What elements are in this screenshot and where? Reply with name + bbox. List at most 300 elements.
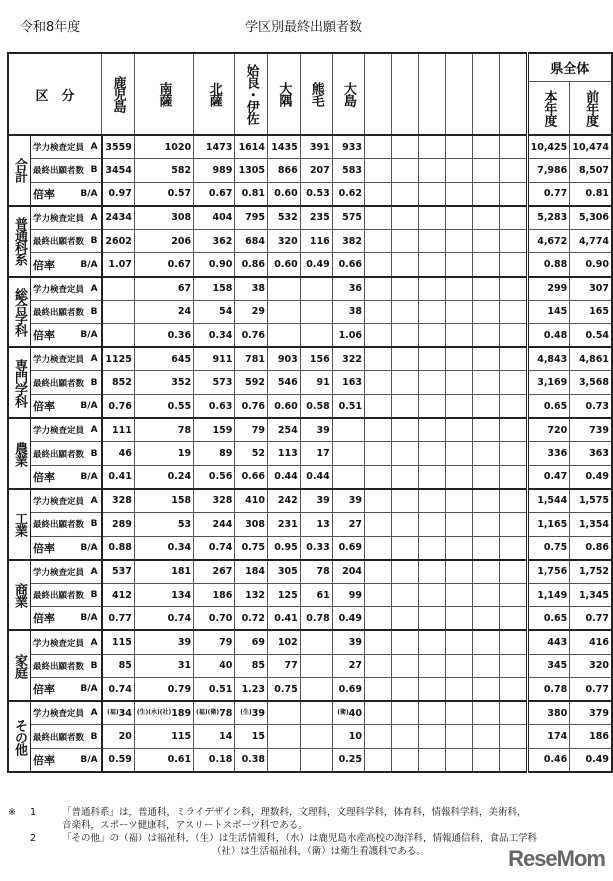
empty-cell — [392, 347, 419, 371]
value: 911 — [212, 353, 233, 365]
value-cell — [300, 465, 332, 489]
value: 20 — [118, 731, 132, 743]
row-label-key: B — [90, 165, 98, 176]
value: 235 — [309, 212, 330, 224]
value: 79 — [251, 424, 266, 436]
value-cell — [268, 324, 301, 348]
this-year-value: 0.78 — [527, 678, 570, 702]
empty-cell — [473, 418, 500, 442]
empty-cell — [392, 748, 419, 772]
last-year-value: 0.86 — [570, 536, 612, 560]
empty-cell — [419, 324, 446, 348]
course-note: (生)(水)(社) — [136, 709, 172, 717]
value: 410 — [245, 495, 266, 507]
value-cell — [300, 229, 332, 253]
value: 242 — [277, 495, 298, 507]
value-cell — [194, 701, 235, 725]
value: 231 — [277, 518, 298, 530]
value-cell — [134, 465, 193, 489]
district-header: 南薩 — [134, 53, 193, 135]
value-cell — [268, 395, 301, 419]
value: 0.75 — [241, 542, 266, 554]
this-year-value: 0.46 — [527, 748, 570, 772]
value-cell — [300, 324, 332, 348]
value-cell — [134, 536, 193, 560]
value-cell — [194, 182, 235, 206]
empty-cell — [473, 630, 500, 654]
empty-cell — [392, 607, 419, 631]
value: 0.49 — [338, 612, 363, 624]
empty-cell — [500, 465, 527, 489]
row-label-key: B — [90, 306, 98, 317]
value: 289 — [111, 518, 132, 530]
value: 684 — [245, 235, 266, 247]
row-label-key: B — [90, 731, 98, 742]
value-cell — [235, 748, 268, 772]
row-label-text: 学力検査定員 — [32, 638, 84, 649]
value: 40 — [219, 660, 233, 672]
category-3: 専門学科 — [8, 347, 30, 418]
row-label — [30, 654, 101, 678]
value: 10 — [348, 731, 363, 743]
empty-cell — [473, 654, 500, 678]
value: 0.75 — [274, 683, 298, 695]
value: 781 — [245, 353, 266, 365]
value: 0.24 — [167, 471, 192, 483]
value: 204 — [342, 566, 363, 578]
value-cell — [194, 253, 235, 277]
footnote-mark — [8, 832, 30, 858]
row-label-key: B/A — [80, 330, 98, 341]
value-cell — [300, 277, 332, 301]
empty-cell — [473, 725, 500, 749]
value-cell — [102, 701, 135, 725]
last-year-value: 0.77 — [570, 678, 612, 702]
this-year-value: 0.48 — [527, 324, 570, 348]
last-year-value: 10,474 — [570, 135, 612, 159]
value: 0.38 — [241, 754, 266, 766]
value: 0.74 — [108, 683, 132, 695]
table-row — [8, 395, 612, 419]
value-cell — [194, 725, 235, 749]
empty-cell — [446, 206, 473, 230]
value-cell — [194, 206, 235, 230]
empty-cell — [473, 347, 500, 371]
empty-cell — [446, 630, 473, 654]
value: 99 — [348, 589, 363, 601]
empty-cell — [365, 135, 392, 159]
empty-cell — [365, 630, 392, 654]
empty-cell — [365, 701, 392, 725]
this-year-value: 380 — [527, 701, 570, 725]
empty-header — [392, 53, 419, 135]
row-label-key: B/A — [80, 471, 98, 482]
empty-cell — [500, 324, 527, 348]
empty-cell — [446, 135, 473, 159]
value-cell — [194, 135, 235, 159]
value-cell — [102, 371, 135, 395]
value-cell — [300, 560, 332, 584]
empty-cell — [473, 442, 500, 466]
value-cell — [300, 489, 332, 513]
row-label-text: 最終出願者数 — [32, 520, 84, 531]
value: 79 — [219, 637, 233, 649]
table-row — [8, 536, 612, 560]
value-cell — [268, 489, 301, 513]
value: 78 — [219, 707, 233, 719]
value: 852 — [111, 377, 132, 389]
value: 0.60 — [274, 188, 298, 200]
value: 322 — [342, 353, 363, 365]
category-6: 商業 — [8, 560, 30, 631]
value-cell — [134, 607, 193, 631]
value-cell — [102, 583, 135, 607]
value: 69 — [251, 637, 266, 649]
value: 0.58 — [306, 400, 330, 412]
footnote — [8, 806, 537, 832]
row-label — [30, 135, 101, 159]
row-label — [30, 182, 101, 206]
district-header: 鹿児島 — [102, 53, 135, 135]
row-label-text: 最終出願者数 — [32, 661, 84, 672]
course-note: (福)(衛) — [196, 709, 220, 717]
value-cell — [102, 324, 135, 348]
value-cell — [235, 701, 268, 725]
empty-cell — [392, 206, 419, 230]
empty-cell — [419, 229, 446, 253]
value: 412 — [111, 589, 132, 601]
value: 186 — [212, 589, 233, 601]
value: 0.61 — [167, 754, 192, 766]
value: 352 — [171, 377, 192, 389]
value: 0.72 — [241, 612, 266, 624]
value-cell — [134, 206, 193, 230]
value-cell — [235, 206, 268, 230]
value-cell — [134, 725, 193, 749]
value: 0.56 — [208, 471, 233, 483]
row-label-text: 学力検査定員 — [32, 284, 84, 295]
value-cell — [268, 300, 301, 324]
row-label-text: 最終出願者数 — [32, 449, 84, 460]
value: 0.51 — [208, 683, 233, 695]
applicants-table — [7, 52, 613, 773]
empty-cell — [419, 701, 446, 725]
footnote-line: 「その他」の（福）は福祉科，（生）は生活情報科，（水）は鹿児島水産高校の海洋科，情報通信科，食品工学科 — [62, 833, 538, 844]
value: 0.63 — [208, 400, 233, 412]
value-cell — [134, 371, 193, 395]
value-cell — [332, 513, 364, 537]
empty-cell — [365, 347, 392, 371]
row-label — [30, 536, 101, 560]
row-label — [30, 206, 101, 230]
row-label-text: 最終出願者数 — [32, 591, 84, 602]
empty-cell — [500, 630, 527, 654]
value-cell — [134, 300, 193, 324]
value-cell — [235, 630, 268, 654]
value-cell — [332, 182, 364, 206]
row-label — [30, 253, 101, 277]
row-label-key: A — [90, 495, 98, 506]
empty-cell — [446, 229, 473, 253]
this-year-value: 1,544 — [527, 489, 570, 513]
empty-cell — [500, 748, 527, 772]
row-label-key: B/A — [80, 542, 98, 553]
value: 2434 — [105, 212, 132, 224]
row-label-text: 最終出願者数 — [32, 166, 84, 177]
row-label-key: B — [90, 236, 98, 247]
last-year-value: 0.77 — [570, 607, 612, 631]
row-label-key: A — [90, 142, 98, 153]
empty-cell — [473, 513, 500, 537]
table-row — [8, 347, 612, 371]
value: 0.66 — [241, 471, 266, 483]
empty-cell — [392, 489, 419, 513]
empty-cell — [419, 536, 446, 560]
empty-cell — [500, 347, 527, 371]
empty-cell — [365, 277, 392, 301]
empty-cell — [473, 253, 500, 277]
row-label-text: 倍率 — [32, 683, 55, 697]
empty-cell — [365, 442, 392, 466]
category-8: その他 — [8, 701, 30, 772]
value-cell — [332, 395, 364, 419]
value: 36 — [348, 283, 363, 295]
last-year-value: 186 — [570, 725, 612, 749]
row-label — [30, 395, 101, 419]
table-row — [8, 607, 612, 631]
row-label-text: 学力検査定員 — [32, 426, 84, 437]
value: 903 — [277, 353, 298, 365]
empty-cell — [500, 253, 527, 277]
value: 404 — [212, 212, 233, 224]
empty-cell — [365, 560, 392, 584]
table-row — [8, 253, 612, 277]
empty-cell — [446, 371, 473, 395]
empty-cell — [473, 748, 500, 772]
empty-cell — [392, 277, 419, 301]
table-row — [8, 630, 612, 654]
value-cell — [102, 489, 135, 513]
value-cell — [300, 371, 332, 395]
value-cell — [268, 654, 301, 678]
empty-cell — [419, 513, 446, 537]
value: 546 — [277, 377, 298, 389]
value-cell — [134, 159, 193, 183]
empty-cell — [446, 513, 473, 537]
value-cell — [194, 277, 235, 301]
empty-cell — [446, 347, 473, 371]
empty-cell — [473, 229, 500, 253]
value-cell — [235, 277, 268, 301]
footnote-mark: ※ — [8, 807, 16, 818]
row-label — [30, 277, 101, 301]
value-cell — [332, 253, 364, 277]
value: 308 — [245, 518, 266, 530]
value-cell — [102, 536, 135, 560]
empty-cell — [365, 182, 392, 206]
value-cell — [235, 300, 268, 324]
value: 163 — [342, 377, 363, 389]
empty-cell — [473, 159, 500, 183]
value: 29 — [251, 306, 266, 318]
value: 111 — [111, 424, 132, 436]
value-cell — [102, 748, 135, 772]
course-note: (衛) — [337, 709, 349, 717]
value: 158 — [171, 495, 192, 507]
value-cell — [332, 701, 364, 725]
empty-cell — [473, 678, 500, 702]
footnote-line: 「普通科系」は，普通科，ミライデザイン科，理数科，文理科，文理科学科，体育科，情報科学科，美術科， — [62, 807, 527, 818]
row-label-key: A — [90, 637, 98, 648]
empty-cell — [419, 159, 446, 183]
value-cell — [332, 135, 364, 159]
category-4: 農業 — [8, 418, 30, 489]
value: 933 — [342, 141, 363, 153]
table-row — [8, 418, 612, 442]
value-cell — [235, 583, 268, 607]
district-header: 大隅 — [268, 53, 301, 135]
row-label-text: 倍率 — [32, 753, 55, 767]
value-cell — [235, 347, 268, 371]
empty-cell — [419, 253, 446, 277]
value-cell — [102, 725, 135, 749]
value: 0.36 — [167, 329, 192, 341]
value: 537 — [111, 566, 132, 578]
value-cell — [194, 418, 235, 442]
empty-cell — [500, 513, 527, 537]
empty-header — [473, 53, 500, 135]
value: 308 — [171, 212, 192, 224]
row-label — [30, 324, 101, 348]
row-label-key: B — [90, 519, 98, 530]
value-cell — [194, 536, 235, 560]
value: 0.76 — [241, 329, 266, 341]
empty-cell — [473, 324, 500, 348]
value: 532 — [277, 212, 298, 224]
table-row — [8, 277, 612, 301]
value: 39 — [348, 637, 363, 649]
empty-cell — [392, 159, 419, 183]
row-label — [30, 678, 101, 702]
value-cell — [235, 418, 268, 442]
empty-cell — [365, 465, 392, 489]
value: 3454 — [105, 164, 132, 176]
value: 77 — [284, 660, 298, 672]
value: 244 — [212, 518, 233, 530]
value-cell — [268, 442, 301, 466]
value-cell — [102, 229, 135, 253]
footnote-text — [62, 806, 527, 832]
empty-cell — [473, 607, 500, 631]
table-row — [8, 725, 612, 749]
empty-cell — [500, 560, 527, 584]
this-year-value: 145 — [527, 300, 570, 324]
empty-cell — [419, 395, 446, 419]
empty-cell — [446, 159, 473, 183]
value: 156 — [309, 353, 330, 365]
value-cell — [332, 489, 364, 513]
this-year-value: 0.75 — [527, 536, 570, 560]
value-cell — [235, 513, 268, 537]
this-year-value: 0.65 — [527, 395, 570, 419]
table-row — [8, 654, 612, 678]
value: 320 — [277, 235, 298, 247]
value-cell — [102, 159, 135, 183]
value: 78 — [316, 566, 330, 578]
this-year-value: 10,425 — [527, 135, 570, 159]
last-year-value: 1,752 — [570, 560, 612, 584]
value: 184 — [245, 566, 266, 578]
table-row — [8, 442, 612, 466]
empty-cell — [500, 725, 527, 749]
row-label-key: B — [90, 660, 98, 671]
course-note: (福) — [107, 709, 119, 717]
value: 91 — [316, 377, 330, 389]
footnote-number: 1 — [30, 807, 37, 818]
value: 254 — [277, 424, 298, 436]
value-cell — [268, 182, 301, 206]
value: 14 — [219, 731, 233, 743]
value-cell — [194, 583, 235, 607]
table-row — [8, 371, 612, 395]
value-cell — [235, 182, 268, 206]
value-cell — [102, 442, 135, 466]
value: 89 — [219, 448, 233, 460]
footnote-text — [62, 832, 537, 858]
value-cell — [332, 229, 364, 253]
empty-cell — [473, 560, 500, 584]
empty-cell — [392, 182, 419, 206]
value: 189 — [171, 707, 192, 719]
table-row — [8, 182, 612, 206]
empty-cell — [392, 583, 419, 607]
empty-cell — [365, 229, 392, 253]
empty-cell — [446, 607, 473, 631]
row-label-text: 倍率 — [32, 541, 55, 555]
last-year-value: 1,345 — [570, 583, 612, 607]
value: 27 — [348, 660, 363, 672]
value-cell — [102, 182, 135, 206]
value: 0.74 — [208, 542, 233, 554]
this-year-value: 0.77 — [527, 182, 570, 206]
value-cell — [300, 182, 332, 206]
value: 159 — [212, 424, 233, 436]
last-year-value: 0.49 — [570, 748, 612, 772]
value-cell — [194, 300, 235, 324]
row-label — [30, 725, 101, 749]
empty-cell — [365, 206, 392, 230]
category-5: 工業 — [8, 489, 30, 560]
value-cell — [300, 300, 332, 324]
value-cell — [235, 324, 268, 348]
empty-cell — [419, 725, 446, 749]
value: 0.67 — [208, 188, 233, 200]
value-cell — [194, 159, 235, 183]
empty-cell — [500, 206, 527, 230]
last-year-value: 363 — [570, 442, 612, 466]
value-cell — [332, 418, 364, 442]
value: 206 — [171, 235, 192, 247]
footnote-number: 2 — [30, 833, 37, 844]
value: 0.76 — [241, 400, 266, 412]
table-row — [8, 701, 612, 725]
row-label-text: 倍率 — [32, 329, 55, 343]
value: 0.90 — [208, 259, 233, 271]
value: 1125 — [105, 353, 132, 365]
value-cell — [332, 654, 364, 678]
empty-cell — [419, 630, 446, 654]
value-cell — [235, 560, 268, 584]
